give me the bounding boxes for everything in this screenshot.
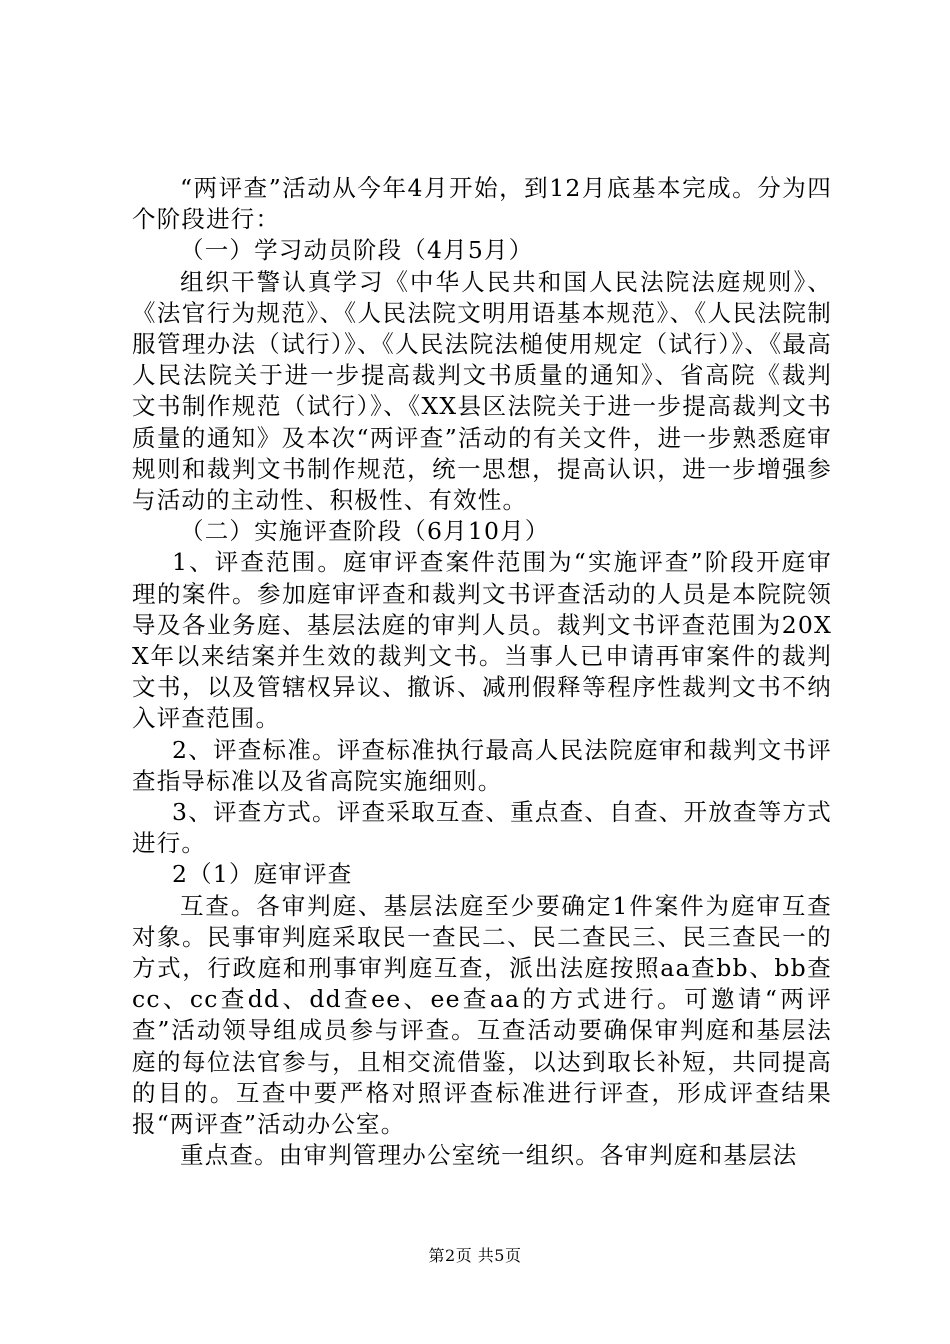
section-heading-implement: （二）实施评查阶段（6月10月） bbox=[180, 517, 550, 546]
subheading-court-review: 2（1）庭审评查 bbox=[172, 860, 353, 889]
paragraph-mutual-review: 互查。各审判庭、基层法庭至少要确定1件案件为庭审互查对象。民事审判庭采取民一查民二、民二查民三、民三查民一的方式，行政庭和刑事审判庭互查，派出法庭按照aa查bb、bb查cc、cc查dd、dd查ee、ee查aa的方式进行。可邀请“两评查”活动领导组成员参与评查。互查活动要确保审判庭和基层法庭的每位法官参与，且相交流借鉴，以达到取长补短，共同提高的目的。互查中要严格对照评查标准进行评查，形成评查结果报“两评查”活动办公室。 bbox=[132, 891, 832, 1139]
paragraph-intro: “两评查”活动从今年4月开始，到12月底基本完成。分为四个阶段进行： bbox=[132, 174, 832, 234]
paragraph-key-review: 重点查。由审判管理办公室统一组织。各审判庭和基层法 bbox=[180, 1141, 798, 1170]
page-footer: 第2页 共5页 bbox=[428, 1246, 522, 1265]
section-heading-study: （一）学习动员阶段（4月5月） bbox=[180, 236, 534, 265]
paragraph-scope: 1、评查范围。庭审评查案件范围为“实施评查”阶段开庭审理的案件。参加庭审评查和裁判文书评查活动的人员是本院院领导及各业务庭、基层法庭的审判人员。裁判文书评查范围为20XX年以来结案并生效的裁判文书。当事人已申请再审案件的裁判文书，以及管辖权异议、撤诉、减刑假释等程序性裁判文书不纳入评查范围。 bbox=[132, 548, 832, 733]
paragraph-standard: 2、评查标准。评查标准执行最高人民法院庭审和裁判文书评查指导标准以及省高院实施细则。 bbox=[132, 735, 832, 795]
paragraph-method: 3、评查方式。评查采取互查、重点查、自查、开放查等方式进行。 bbox=[132, 798, 832, 858]
paragraph-study-content: 组织干警认真学习《中华人民共和国人民法院法庭规则》、《法官行为规范》、《人民法院文明用语基本规范》、《人民法院制服管理办法（试行）》、《人民法院法槌使用规定（试行）》、《最高人民法院关于进一步提高裁判文书质量的通知》、省高院《裁判文书制作规范（试行）》、《XX县区法院关于进一步提高裁判文书质量的通知》及本次“两评查”活动的有关文件，进一步熟悉庭审规则和裁判文书制作规范，统一思想，提高认识，进一步增强参与活动的主动性、积极性、有效性。 bbox=[132, 267, 832, 515]
document-body bbox=[132, 173, 832, 1172]
